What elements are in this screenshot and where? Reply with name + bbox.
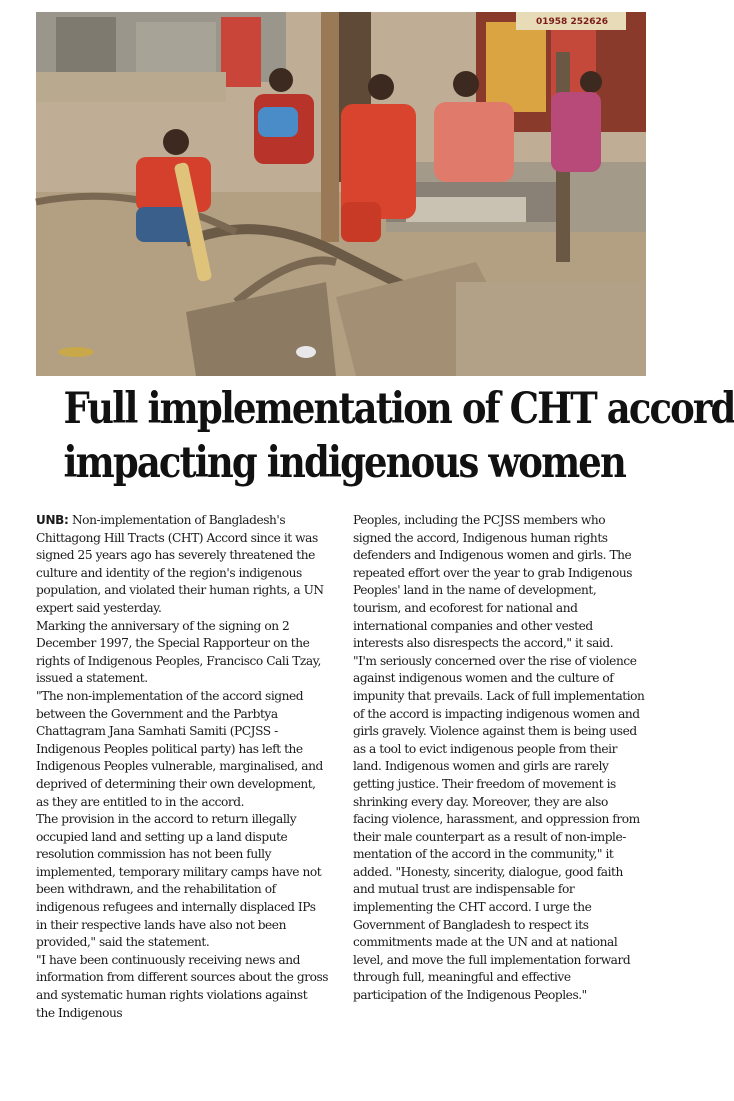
dateline: UNB: — [36, 513, 69, 527]
paragraph: "I'm seriously concerned over the rise of violence against indigenous women and the culture of impunity that prevails. Lack of full implementation of the accord is impacting indigenous women and girls gravely. Violence against them is being used as a tool to evict indigenous people from their land. Indigenous women and girls are rarely getting justice. Their freedom of movement is shrinking every day. Moreover, they are also facing violence, harassment, and oppression from their male counterpart as a result of non-implementation of the accord in the community," it added. "Honesty, sincerity, dialogue, good faith and mutual trust are indispensable for implementing the CHT accord. I urge the Government of Bangladesh to respect its commitments made at the UN and at national level, and move the full implementation forward through full, meaningful and effective participation of the Indigenous Peoples." — [353, 653, 645, 1003]
paragraph — [36, 512, 329, 618]
article-column-2 — [353, 512, 646, 1092]
paragraph: "I have been continuously receiving news and information from different sources about the gross and systematic human rights violations against the Indigenous — [36, 952, 329, 1020]
headline — [63, 382, 734, 490]
paragraph: Peoples, including the PCJSS members who signed the accord, Indigenous human rights defenders and Indigenous women and girls. The repeated effort over the year to grab Indigenous Peoples' land in the name of development, tourism, and ecoforest for national and international companies and other vested interests also disrespects the accord," it said. — [353, 513, 633, 651]
article-body — [36, 512, 646, 1092]
headline-line-2: impacting indigenous women — [63, 438, 625, 488]
photo-illustration — [36, 12, 646, 376]
paragraph: "The non-implementation of the accord signed between the Government and the Parbtya Chattagram Jana Samhati Samiti (PCJSS - Indigenous Peoples political party) has left the Indigenous Peoples vulnerable, marginalised, and deprived of determining their own development, as they are entitled to in the accord. — [36, 688, 323, 809]
headline-line-1: Full implementation of CHT accord — [63, 384, 734, 434]
article-column-1 — [36, 512, 329, 1092]
paragraph: Marking the anniversary of the signing on 2 December 1997, the Special Rapporteur on the rights of Indigenous Peoples, Francisco Cali Tzay, issued a statement. — [36, 618, 321, 686]
shop-sign-text: 01958 252626 — [536, 17, 609, 27]
paragraph-text: Non-implementation of Bangladesh's Chittagong Hill Tracts (CHT) Accord since it was signed 25 years ago has severely threatened the culture and identity of the region's indigenous population, and violated their human rights, a UN expert said yesterday. — [36, 513, 324, 615]
paragraph: The provision in the accord to return illegally occupied land and setting up a land dispute resolution commission has not been fully implemented, temporary military camps have not been withdrawn, and the rehabilitation of indigenous refugees and internally displaced IPs in their respective lands have also not been provided," said the statement. — [36, 812, 322, 950]
news-photo — [36, 12, 646, 376]
